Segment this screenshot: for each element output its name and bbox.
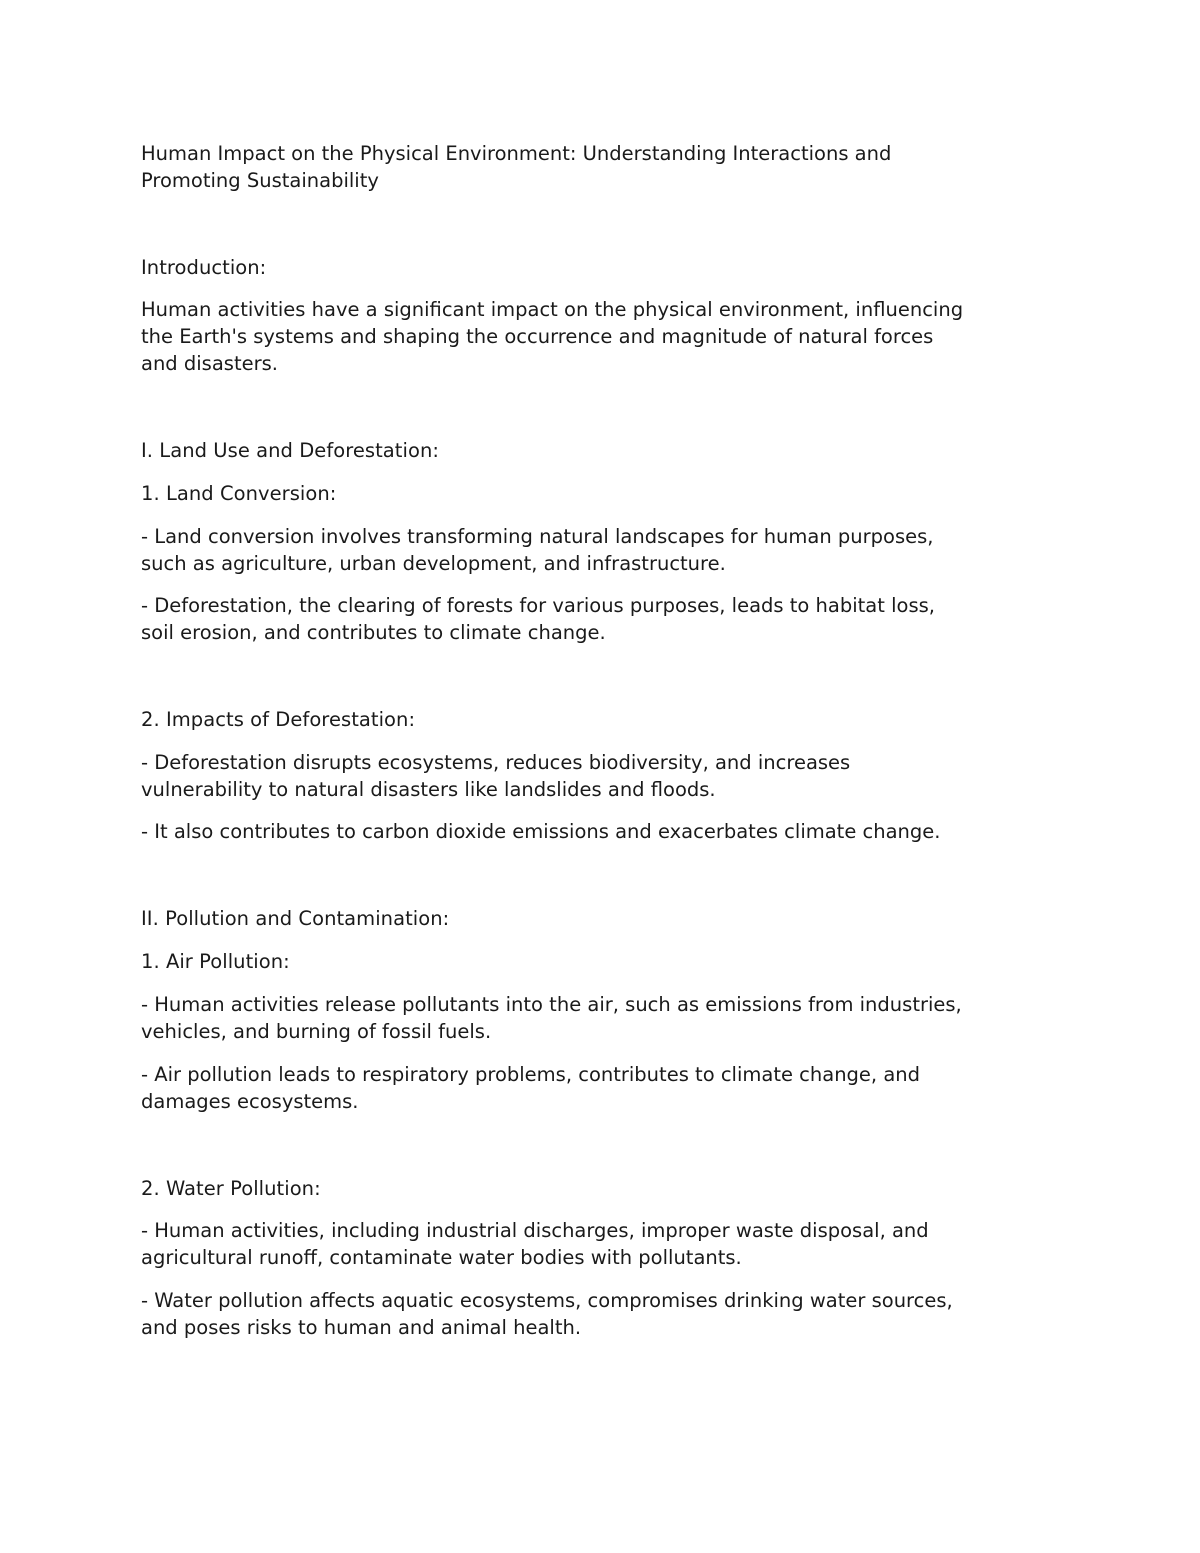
intro-paragraph: Human activities have a significant impact on the physical environment, influencing the Earth's systems and shaping the occurrence and magnitude of natural forces and disasters. xyxy=(141,298,964,375)
land-conversion-heading: 1. Land Conversion: xyxy=(141,482,337,505)
deforestation-impacts-bullet-2: - It also contributes to carbon dioxide emissions and exacerbates climate change. xyxy=(141,820,941,843)
water-pollution-bullet-1: - Human activities, including industrial discharges, improper waste disposal, and agricultural runoff, contaminate water bodies with pollutants. xyxy=(141,1219,929,1269)
air-pollution-bullet-1: - Human activities release pollutants into the air, such as emissions from industries, vehicles, and burning of fossil fuels. xyxy=(141,993,962,1043)
document-title: Human Impact on the Physical Environment: Understanding Interactions and Promoting Sustainability xyxy=(141,142,892,192)
air-pollution-heading: 1. Air Pollution: xyxy=(141,950,290,973)
deforestation-impacts-bullet-1: - Deforestation disrupts ecosystems, reduces biodiversity, and increases vulnerability to natural disasters like landslides and floods. xyxy=(141,751,851,801)
air-pollution-bullet-2: - Air pollution leads to respiratory problems, contributes to climate change, and damages ecosystems. xyxy=(141,1063,921,1113)
land-conversion-bullet-2: - Deforestation, the clearing of forests for various purposes, leads to habitat loss, soil erosion, and contributes to climate change. xyxy=(141,594,935,644)
water-pollution-bullet-2: - Water pollution affects aquatic ecosystems, compromises drinking water sources, and poses risks to human and animal health. xyxy=(141,1289,953,1339)
section-2-heading: II. Pollution and Contamination: xyxy=(141,907,450,930)
land-conversion-bullet-1: - Land conversion involves transforming natural landscapes for human purposes, such as agriculture, urban development, and infrastructure. xyxy=(141,525,934,575)
water-pollution-heading: 2. Water Pollution: xyxy=(141,1177,321,1200)
section-1-heading: I. Land Use and Deforestation: xyxy=(141,439,439,462)
deforestation-impacts-heading: 2. Impacts of Deforestation: xyxy=(141,708,416,731)
intro-heading: Introduction: xyxy=(141,256,267,279)
